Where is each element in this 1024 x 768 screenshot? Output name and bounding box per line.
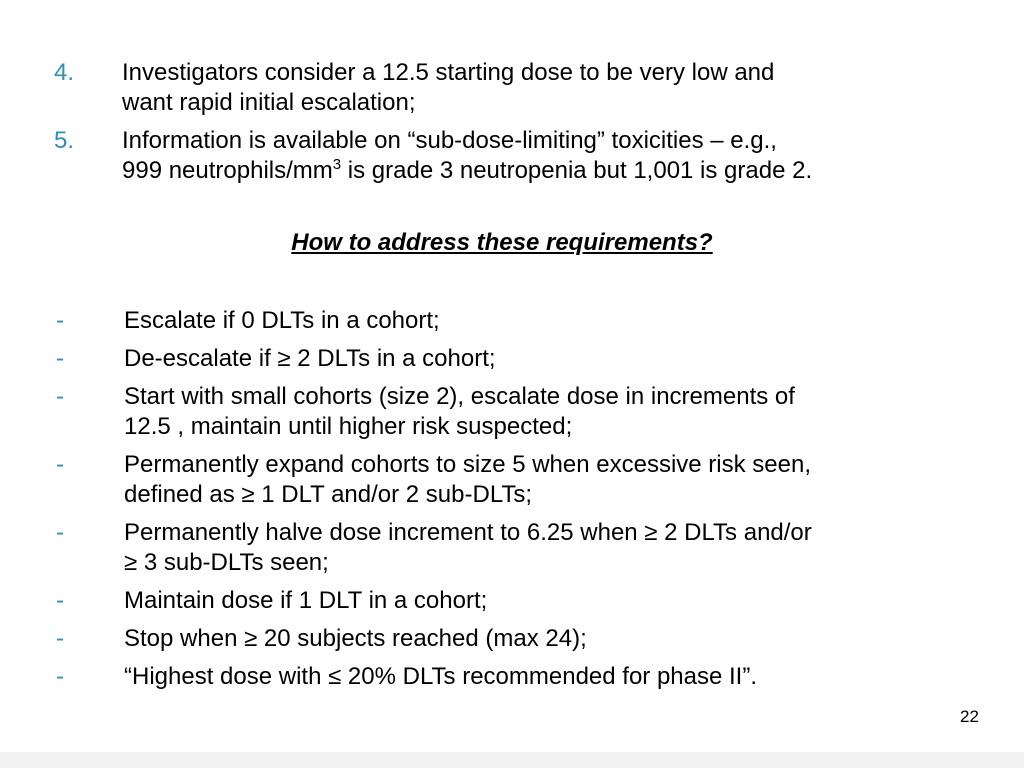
bullet-text: De-escalate if ≥ 2 DLTs in a cohort; [124,345,496,372]
bullet-text: Maintain dose if 1 DLT in a cohort; [124,587,488,614]
bullet-text-line: Permanently halve dose increment to 6.25 when ≥ 2 DLTs and/or [124,519,812,546]
bullet-text: Stop when ≥ 20 subjects reached (max 24); [124,625,587,652]
item-text-line: Information is available on “sub-dose-limiting” toxicities – e.g., [122,127,777,154]
bullet-text: Escalate if 0 DLTs in a cohort; [124,307,440,334]
item-number: 4. [54,59,75,86]
bullet-dash: - [56,625,64,652]
bullet-item [54,382,974,442]
bullet-item [54,662,974,692]
item-text [122,58,974,118]
bullet-item [54,450,974,510]
bullet-dash: - [56,519,64,546]
bullet-text-line: 12.5 , maintain until higher risk suspected; [124,413,573,440]
bullet-dash: - [56,345,64,372]
bullet-dash: - [56,451,64,478]
bullet-item [54,306,974,336]
page-number: 22 [960,707,979,726]
item-text [122,126,974,186]
bullet-text-line: Start with small cohorts (size 2), escalate dose in increments of [124,383,795,410]
bullet-text-line: ≥ 3 sub-DLTs seen; [124,549,329,576]
bullet-dash: - [56,663,64,690]
section-heading: How to address these requirements? [291,229,713,256]
bullet-list [54,306,974,700]
bullet-item [54,586,974,616]
bullet-item [54,518,974,578]
bullet-item [54,624,974,654]
bullet-item [54,344,974,374]
bullet-text [124,518,974,578]
item-text-line: is grade 3 neutropenia but 1,001 is grade 2. [341,157,813,184]
item-text-line: 999 neutrophils/mm [122,157,333,184]
numbered-list [54,58,974,194]
numbered-item-4 [54,58,974,118]
item-text-line: want rapid initial escalation; [122,89,416,116]
bullet-text-line: Permanently expand cohorts to size 5 when excessive risk seen, [124,451,812,478]
superscript: 3 [332,156,342,173]
bullet-text: “Highest dose with ≤ 20% DLTs recommended for phase II”. [124,663,758,690]
numbered-item-5 [54,126,974,186]
bullet-text [124,382,974,442]
item-number: 5. [54,127,75,154]
bullet-text-line: defined as ≥ 1 DLT and/or 2 sub-DLTs; [124,481,533,508]
bullet-dash: - [56,587,64,614]
bullet-dash: - [56,307,64,334]
bullet-dash: - [56,383,64,410]
bullet-text [124,450,974,510]
item-text-line: Investigators consider a 12.5 starting dose to be very low and [122,59,775,86]
bottom-band [0,752,1024,768]
